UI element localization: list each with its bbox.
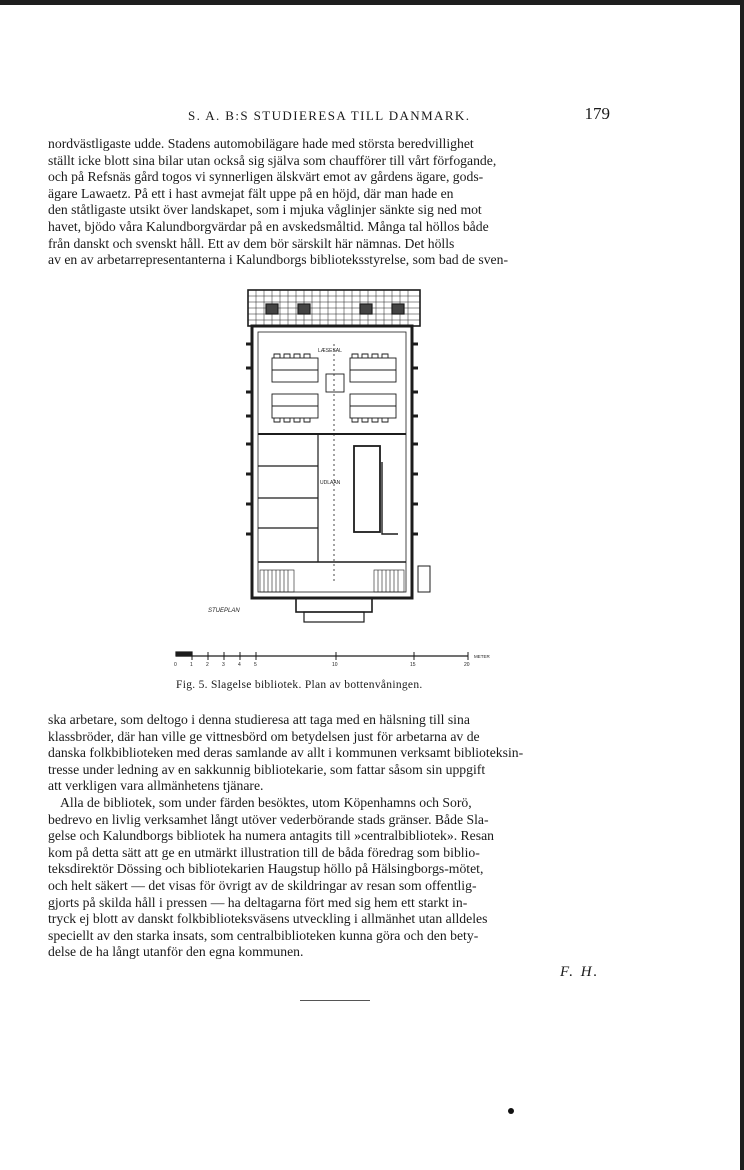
staircase [260,570,404,592]
end-rule [300,1000,370,1001]
text-line: gelse och Kalundborgs bibliotek ha numera antagits till »centralbibliotek». Resan [48,828,495,844]
page-header [48,104,618,128]
window-mark [392,304,404,314]
text-line: tresse under ledning av en sakkunnig bibliotekarie, som fattar såsom sin uppgift [48,761,486,777]
text-line: havet, bjödo våra Kalundborgvärdar på en avskedsmåltid. Många tal höllos både [48,218,489,234]
scale-tick-label: 5 [254,662,257,668]
scale-tick-label: 4 [238,662,241,668]
text-line: ställt icke blott sina bilar utan också sig själva som chaufförer till vårt förfogande, [48,152,497,168]
scale-tick-label: 10 [332,662,338,668]
paragraph-2 [48,712,618,961]
lending-counter [354,446,380,532]
scale-tick-label: 15 [410,662,416,668]
page-number: 179 [584,104,610,123]
label-lending: UDLAAN [320,480,341,486]
text-line: kom på detta sätt att ge en utmärkt illustration till de båda föredrag som biblio- [48,844,480,860]
window-mark [360,304,372,314]
ink-dot [508,1108,514,1114]
page-scan-top-edge [0,0,744,5]
counter-rail [382,462,398,534]
text-line: att verkligen vara allmänhetens tjänare. [48,778,264,794]
text-line: tryck ej blott av danskt folkbiblioteksväsens utveckling i allmänhet utan alldeles [48,911,488,927]
text-line: den ståtligaste utsikt över landskapet, som i mjuka våglinjer sänkte sig ned mot [48,202,482,218]
scale-tick-label: 2 [206,662,209,668]
window-mark [298,304,310,314]
text-line: ska arbetare, som deltogo i denna studieresa att taga med en hälsning till sina [48,712,470,727]
author-initials: F. H. [560,964,600,980]
plan-outer-walls [252,326,412,598]
running-head: S. A. B:S STUDIERESA TILL DANMARK. [188,108,471,123]
text-line: gjorts på skilda håll i pressen — ha deltagarna fört med sig hem ett starkt in- [48,894,468,910]
text-line: och helt säkert — det visas för övrigt av de skildringar av resan som offentlig- [48,877,477,893]
label-reading-room: LÆSESAL [318,348,342,354]
page-scan-right-edge [740,0,744,1170]
entrance-steps [296,598,372,612]
scale-bar-block [176,652,192,656]
text-line: och på Refsnäs gård togos vi synnerligen älskvärt emot av gårdens ägare, gods- [48,169,484,185]
scale-tick-labels [174,662,470,668]
label-floor-plan: STUEPLAN [208,608,240,614]
text-line: från danskt och svenskt håll. Ett av dem bör särskilt här nämnas. Det hölls [48,235,455,251]
plan-inner-walls [258,332,406,592]
floor-plan-figure [168,284,520,668]
lending-partitions [258,434,318,562]
scale-tick-label: 1 [190,662,193,668]
text-line: bedrevo en livlig verksamhet långt utöver vederbörande stads gränser. Både Sla- [48,811,489,827]
text-line: av en av arbetarrepresentanterna i Kalundborgs biblioteksstyrelse, som bad de sven- [48,252,509,268]
side-porch [418,566,430,592]
text-line: Alla de bibliotek, som under färden besöktes, utom Köpenhamns och Sorö, [60,794,472,810]
figure-caption: Fig. 5. Slagelse bibliotek. Plan av bottenvåningen. [176,679,423,691]
paragraph-1 [48,136,618,269]
scale-tick-label: 20 [464,662,470,668]
scale-tick-label: 3 [222,662,225,668]
text-line: speciellt av den starka insats, som centralbiblioteken kunna göra och den bety- [48,927,479,943]
text-line: teksdirektör Dössing och bibliotekarien Haugstup höllo på Hälsingborgs-mötet, [48,861,484,877]
text-line: klassbröder, där han ville ge vittnesbörd om betydelsen just för arbetarna av de [48,728,480,744]
window-mark [266,304,278,314]
text-line: delse de ha långt utanför den egna kommunen. [48,944,304,960]
text-line: nordvästligaste udde. Stadens automobilägare hade med största beredvillighet [48,136,474,151]
scale-tick-label: 0 [174,662,177,668]
scale-unit: METER [474,654,490,659]
entrance-landing [304,612,364,622]
text-line: danska folkbiblioteken med deras samlande av allt i kommunen verksamt biblioteksin- [48,745,524,761]
text-line: ägare Lawaetz. På ett i hast avmejat fält uppe på en höjd, där man hade en [48,185,454,201]
